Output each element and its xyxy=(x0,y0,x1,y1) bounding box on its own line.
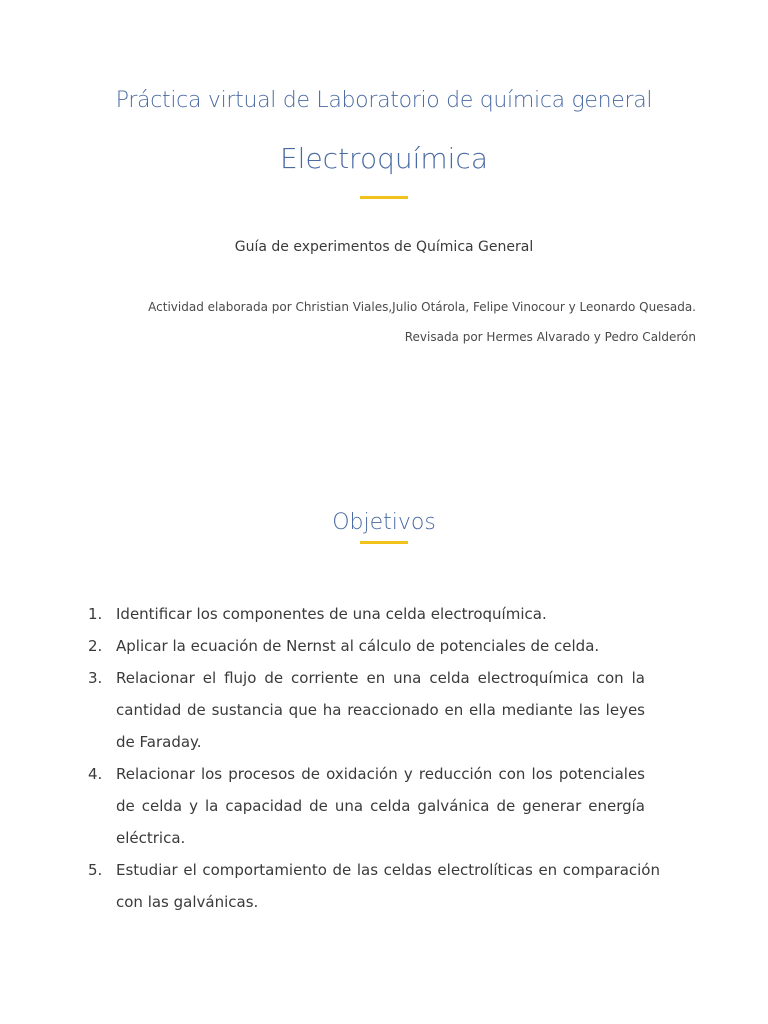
list-item xyxy=(88,630,645,662)
objectives-heading: Objetivos xyxy=(332,510,436,535)
objectives-list xyxy=(88,598,660,918)
list-item-text: Identificar los componentes de una celda electroquímica. xyxy=(116,605,547,623)
credits-authors: Actividad elaborada por Christian Viales,Julio Otárola, Felipe Vinocour y Leonardo Quesada. xyxy=(148,300,696,314)
title-accent-line xyxy=(360,196,408,199)
list-item xyxy=(88,854,660,918)
list-item xyxy=(88,758,645,854)
page-title: Práctica virtual de Laboratorio de química general xyxy=(115,88,653,113)
list-item-text: Estudiar el comportamiento de las celdas electrolíticas en comparación con las galvánicas. xyxy=(116,861,660,911)
list-item-number: 4. xyxy=(88,765,103,783)
list-item-number: 3. xyxy=(88,669,103,687)
objectives-accent-line xyxy=(360,541,408,544)
credits-reviewers: Revisada por Hermes Alvarado y Pedro Calderón xyxy=(404,330,696,344)
list-item xyxy=(88,598,645,630)
page-subtitle: Electroquímica xyxy=(279,142,488,175)
list-item-text: Relacionar los procesos de oxidación y reducción con los potenciales de celda y la capacidad de una celda galvánica de generar energía eléctrica. xyxy=(116,765,645,847)
list-item-number: 1. xyxy=(88,605,103,623)
list-item xyxy=(88,662,645,758)
list-item-number: 2. xyxy=(88,637,103,655)
list-item-number: 5. xyxy=(88,861,103,879)
guide-line: Guía de experimentos de Química General xyxy=(234,239,534,255)
list-item-text: Aplicar la ecuación de Nernst al cálculo de potenciales de celda. xyxy=(116,637,600,655)
list-item-text: Relacionar el flujo de corriente en una celda electroquímica con la cantidad de sustancia que ha reaccionado en ella mediante las leyes de Faraday. xyxy=(116,669,645,751)
